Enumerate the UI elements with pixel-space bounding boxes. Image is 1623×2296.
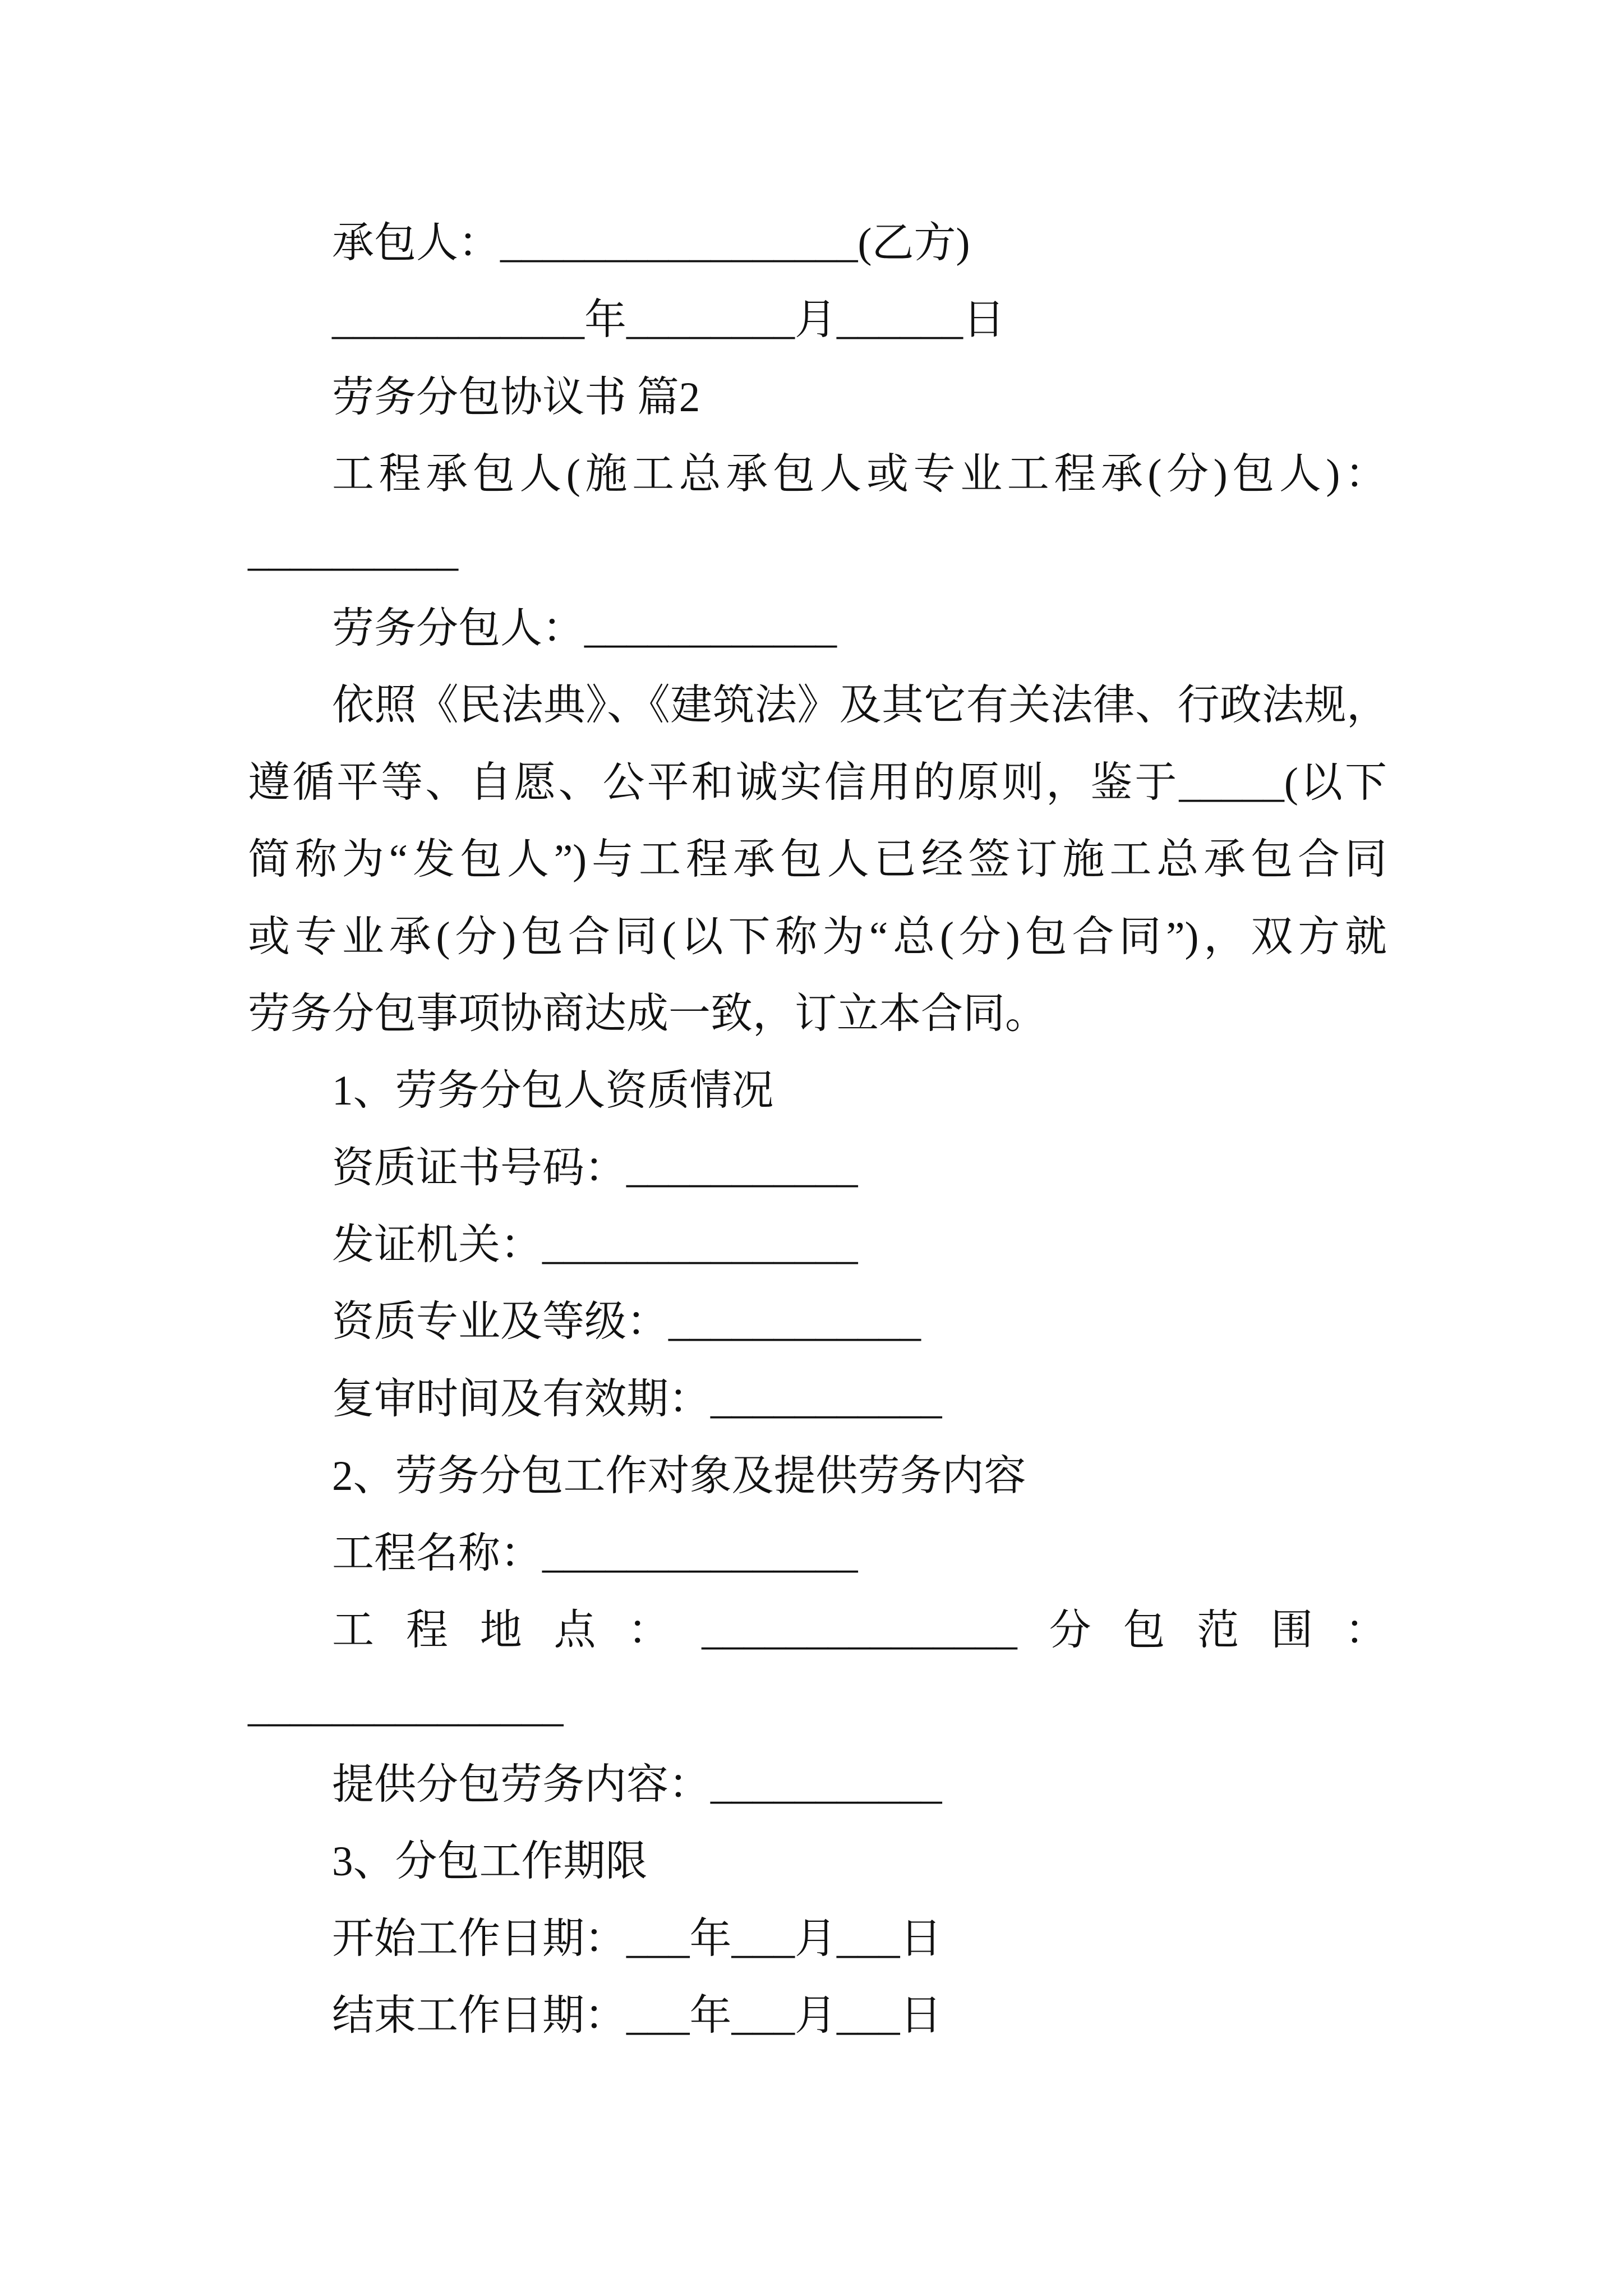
preamble-line: 依照《民法典》、《建筑法》及其它有关法律、行政法规， (332, 682, 1387, 729)
project-location-label: 工程地点： (332, 1607, 702, 1654)
start-date-label: 开始工作日期： (332, 1915, 627, 1962)
date-year-label: 年 (584, 297, 627, 344)
project-name-blank: _______________ (542, 1530, 858, 1577)
labor-content-blank: ___________ (711, 1761, 942, 1808)
subcontract-scope-blank: _______________ (248, 1684, 564, 1731)
specialty-grade-field (248, 1283, 1387, 1360)
start-year-label: 年 (689, 1915, 732, 1962)
section-3-heading: 3、分包工作期限 (332, 1838, 648, 1885)
project-location-scope-line (248, 1592, 1387, 1669)
issuing-authority-label: 发证机关： (332, 1222, 543, 1269)
start-day-label: 日 (900, 1915, 942, 1962)
preamble-line: 遵循平等、自愿、公平和诚实信用的原则，鉴于_____(以下 (248, 759, 1387, 806)
review-validity-field (248, 1361, 1387, 1438)
contractor-party-label: 工程承包人(施工总承包人或专业工程承(分)包人)： (332, 451, 1387, 498)
labor-subcontractor-blank: ____________ (584, 605, 837, 652)
signature-contractor-line (248, 205, 1387, 282)
labor-content-label: 提供分包劳务内容： (332, 1761, 711, 1808)
date-day-blank: ______ (837, 297, 963, 344)
end-day-blank: ___ (837, 1992, 900, 2039)
subcontract-scope-label: 分包范围： (1017, 1607, 1387, 1654)
end-year-label: 年 (689, 1992, 732, 2039)
section-1-heading: 1、劳务分包人资质情况 (332, 1068, 774, 1115)
signature-contractor-blank: _________________ (500, 220, 858, 266)
review-validity-label: 复审时间及有效期： (332, 1375, 711, 1423)
specialty-grade-blank: ____________ (668, 1299, 921, 1346)
start-year-blank: ___ (626, 1915, 690, 1962)
preamble-line: 简称为“发包人”)与工程承包人已经签订施工总承包合同 (248, 836, 1387, 884)
end-year-blank: ___ (626, 1992, 690, 2039)
date-year-blank: ____________ (332, 297, 584, 344)
end-date-label: 结束工作日期： (332, 1992, 627, 2039)
document-page (248, 205, 1387, 2054)
party-b-label: (乙方) (857, 220, 970, 266)
certificate-number-label: 资质证书号码： (332, 1144, 627, 1191)
section-2-heading: 2、劳务分包工作对象及提供劳务内容 (332, 1453, 1026, 1500)
issuing-authority-field (248, 1207, 1387, 1283)
contractor-party-blank-line (248, 513, 1387, 590)
start-month-blank: ___ (731, 1915, 795, 1962)
end-date-field (248, 1977, 1387, 2054)
date-day-label: 日 (963, 297, 1006, 344)
end-month-blank: ___ (731, 1992, 795, 2039)
end-day-label: 日 (900, 1992, 942, 2039)
end-month-label: 月 (795, 1992, 837, 2039)
start-month-label: 月 (795, 1915, 837, 1962)
certificate-number-field (248, 1130, 1387, 1207)
signature-contractor-label: 承包人： (332, 220, 501, 266)
start-date-field (248, 1901, 1387, 1977)
labor-content-field (248, 1746, 1387, 1823)
contractor-party-blank: __________ (248, 528, 458, 575)
date-month-label: 月 (795, 297, 837, 344)
project-name-field (248, 1515, 1387, 1592)
certificate-number-blank: ___________ (626, 1144, 858, 1191)
labor-subcontractor-line (248, 590, 1387, 667)
start-day-blank: ___ (837, 1915, 900, 1962)
project-name-label: 工程名称： (332, 1530, 543, 1577)
specialty-grade-label: 资质专业及等级： (332, 1299, 669, 1346)
review-validity-blank: ___________ (711, 1375, 942, 1423)
subcontract-scope-blank-line (248, 1669, 1387, 1746)
preamble-line: 或专业承(分)包合同(以下称为“总(分)包合同”)，双方就 (248, 913, 1387, 960)
signature-date-line (248, 282, 1387, 358)
contractor-party-line (248, 436, 1387, 513)
preamble-line: 劳务分包事项协商达成一致，订立本合同。 (248, 990, 1048, 1037)
issuing-authority-blank: _______________ (542, 1222, 858, 1269)
agreement-title: 劳务分包协议书 篇2 (332, 374, 700, 421)
project-location-blank: _______________ (702, 1607, 1017, 1654)
date-month-blank: ________ (626, 297, 795, 344)
labor-subcontractor-label: 劳务分包人： (332, 605, 585, 652)
